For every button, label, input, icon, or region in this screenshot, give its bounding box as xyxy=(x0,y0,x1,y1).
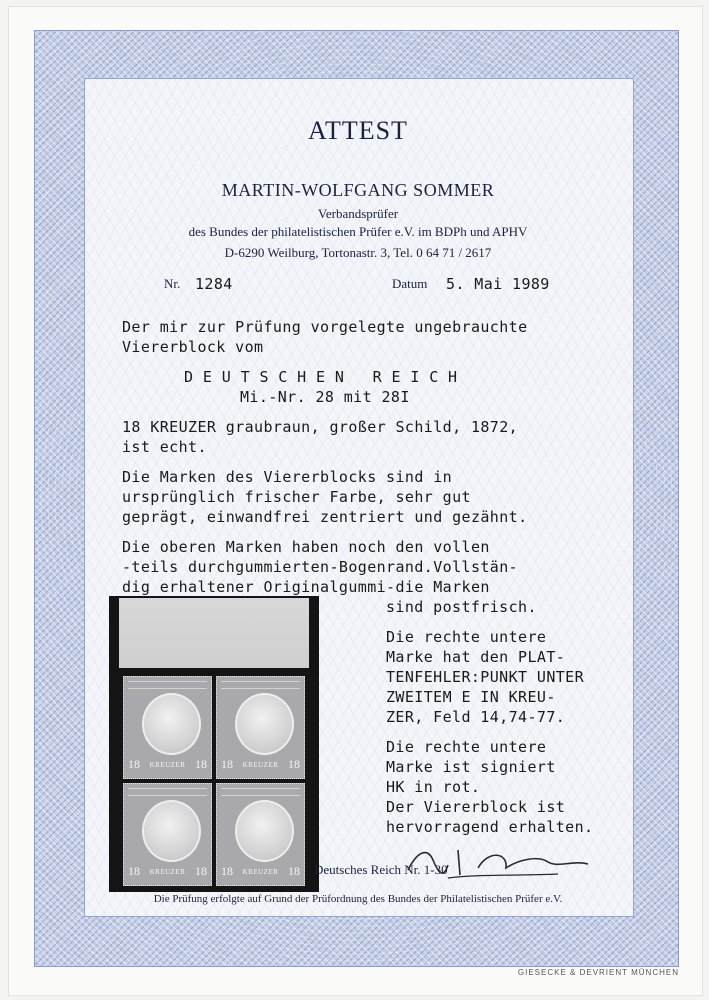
body-line-1: Der mir zur Prüfung vorgelegte ungebrauchte xyxy=(122,318,528,336)
catalogue-reference: Deutsches Reich Nr. 1-30 xyxy=(314,862,448,877)
stamp-top-inscription xyxy=(128,681,207,689)
stamp-value-text: KREUZER xyxy=(149,868,186,876)
body-line-10: Die oberen Marken haben noch den vollen xyxy=(122,538,490,556)
certificate-title: ATTEST xyxy=(308,116,408,145)
body-line-5: 18 KREUZER graubraun, großer Schild, 1872, xyxy=(122,418,519,436)
stamp-value-right: 18 xyxy=(288,757,300,771)
body-line-23: hervorragend erhalten. xyxy=(386,818,594,836)
examiner-role: Verbandsprüfer xyxy=(317,206,399,221)
stamp-value-left: 18 xyxy=(221,757,233,771)
body-line-12: dig erhaltener Originalgummi-die Marken xyxy=(122,578,490,596)
stamp-top-left xyxy=(123,676,212,779)
stamp-top-inscription xyxy=(221,681,300,689)
stamp-block-photo xyxy=(109,596,319,892)
body-line-9: geprägt, einwandfrei zentriert und gezähnt. xyxy=(122,508,528,526)
stamp-top-inscription xyxy=(128,788,207,796)
stamp-top-right xyxy=(216,676,305,779)
stamp-value-right: 18 xyxy=(195,757,207,771)
sheet-margin xyxy=(119,598,309,668)
body-line-8: ursprünglich frischer Farbe, sehr gut xyxy=(122,488,471,506)
examiner-association: des Bundes der philatelistischen Prüfer e.V. im BDPh und APHV xyxy=(188,224,528,239)
stamp-bottom-left xyxy=(123,783,212,886)
stamp-value-left: 18 xyxy=(221,864,233,878)
examiner-signature xyxy=(388,830,598,890)
eagle-emblem-icon xyxy=(235,693,294,755)
body-line-16: TENFEHLER:PUNKT UNTER xyxy=(386,668,585,686)
stamp-value-text: KREUZER xyxy=(242,868,279,876)
body-line-4: Mi.-Nr. 28 mit 28I xyxy=(240,388,410,406)
body-line-14: Die rechte untere xyxy=(386,628,547,646)
body-line-7: Die Marken des Viererblocks sind in xyxy=(122,468,453,486)
eagle-emblem-icon xyxy=(235,800,294,862)
eagle-emblem-icon xyxy=(142,800,201,862)
body-line-11: -teils durchgummierten-Bogenrand.Vollstän- xyxy=(122,558,519,576)
eagle-emblem-icon xyxy=(142,693,201,755)
stamp-top-inscription xyxy=(221,788,300,796)
number-label: Nr. xyxy=(164,276,181,291)
body-line-13: sind postfrisch. xyxy=(386,598,537,616)
body-line-18: ZER, Feld 14,74-77. xyxy=(386,708,566,726)
stamp-bottom-right xyxy=(216,783,305,886)
stamp-value-right: 18 xyxy=(195,864,207,878)
examiner-address: D-6290 Weilburg, Tortonastr. 3, Tel. 0 64 71 / 2617 xyxy=(224,245,492,260)
body-line-6: ist echt. xyxy=(122,438,207,456)
stamp-value-left: 18 xyxy=(128,757,140,771)
body-line-17: ZWEITEM E IN KREU- xyxy=(386,688,556,706)
stamp-value-text: KREUZER xyxy=(242,761,279,769)
examiner-name: MARTIN-WOLFGANG SOMMER xyxy=(221,180,495,200)
printer-imprint: GIESECKE & DEVRIENT MÜNCHEN xyxy=(517,968,679,977)
stamp-value-text: KREUZER xyxy=(149,761,186,769)
date-label: Datum xyxy=(392,276,428,291)
date-value: 5. Mai 1989 xyxy=(446,275,550,293)
body-line-15: Marke hat den PLAT- xyxy=(386,648,566,666)
number-value: 1284 xyxy=(195,275,233,293)
body-line-3: D E U T S C H E N R E I C H xyxy=(184,368,458,386)
footer-note: Die Prüfung erfolgte auf Grund der Prüfordnung des Bundes der Philatelistischen Prüfer e.V. xyxy=(153,893,563,905)
body-line-21: HK in rot. xyxy=(386,778,481,796)
body-line-19: Die rechte untere xyxy=(386,738,547,756)
body-line-2: Viererblock vom xyxy=(122,338,264,356)
stamp-value-left: 18 xyxy=(128,864,140,878)
body-line-20: Marke ist signiert xyxy=(386,758,556,776)
stamp-value-right: 18 xyxy=(288,864,300,878)
body-line-22: Der Viererblock ist xyxy=(386,798,566,816)
stamp-block-grid xyxy=(123,676,305,886)
